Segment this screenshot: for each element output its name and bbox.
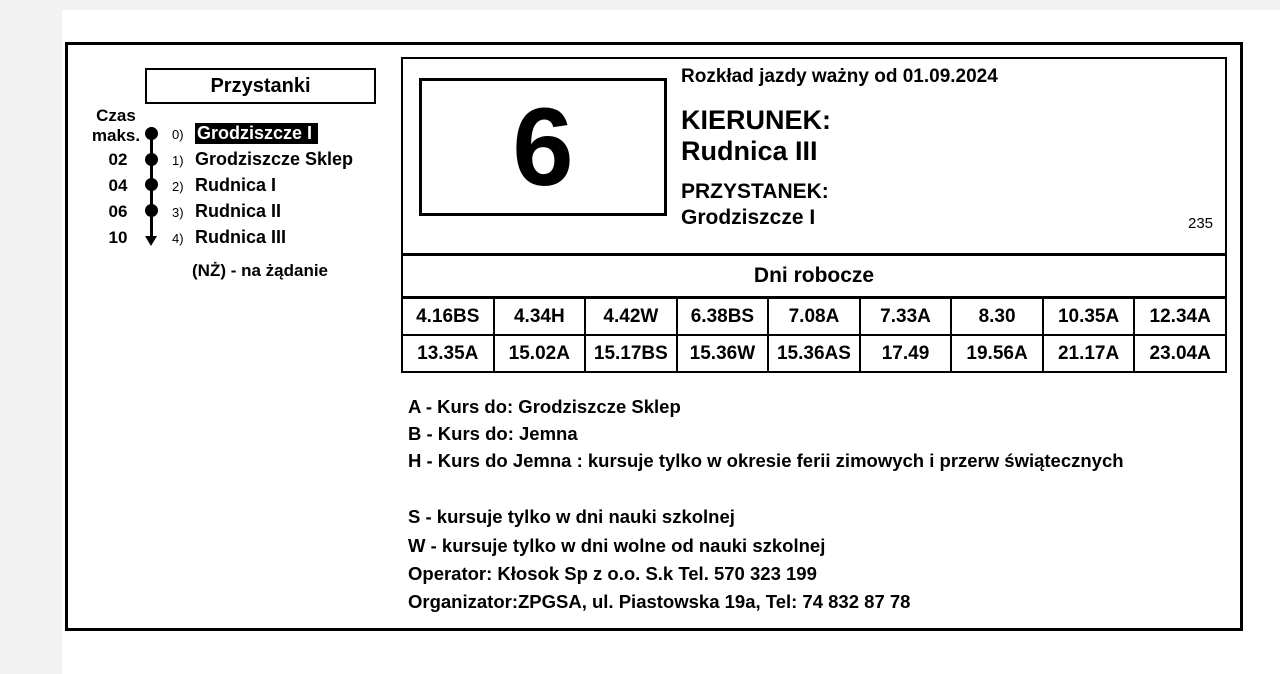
line-number: 6	[419, 78, 667, 216]
stop-dot	[145, 204, 158, 217]
stops-title: Przystanki	[145, 68, 376, 104]
operator-info: Operator: Kłosok Sp z o.o. S.k Tel. 570 323 199	[408, 563, 817, 584]
stop-name: Rudnica II	[195, 201, 282, 221]
table-row	[402, 298, 1226, 335]
legend-b: B - Kurs do: Jemna	[408, 423, 578, 444]
table-row	[402, 335, 1226, 372]
departure-cell: 7.08A	[768, 298, 860, 335]
day-type: Dni robocze	[401, 254, 1227, 298]
departure-cell: 8.30	[951, 298, 1043, 335]
direction-value: Rudnica III	[681, 136, 818, 166]
departure-cell: 15.36AS	[768, 335, 860, 372]
direction-label: KIERUNEK:	[681, 105, 832, 135]
legend-w: W - kursuje tylko w dni wolne od nauki szkolnej	[408, 535, 826, 556]
top-bar	[0, 0, 1280, 10]
departure-cell: 15.02A	[494, 335, 586, 372]
departure-cell: 19.56A	[951, 335, 1043, 372]
stop-time: 04	[108, 176, 128, 195]
departures-table	[401, 297, 1227, 373]
legend-s: S - kursuje tylko w dni nauki szkolnej	[408, 506, 735, 527]
departure-cell: 15.17BS	[585, 335, 677, 372]
departure-cell: 6.38BS	[677, 298, 769, 335]
time-header-line1: Czas	[96, 106, 136, 125]
timetable-code: 235	[1188, 215, 1214, 232]
stop-dot	[145, 127, 158, 140]
stop-time: 06	[108, 202, 128, 221]
stop-name: Grodziszcze Sklep	[195, 149, 354, 169]
valid-from: Rozkład jazdy ważny od 01.09.2024	[681, 66, 998, 87]
legend-h: H - Kurs do Jemna : kursuje tylko w okresie ferii zimowych i przerw świątecznych	[408, 450, 1124, 471]
departure-cell: 10.35A	[1043, 298, 1135, 335]
organizer-info: Organizator:ZPGSA, ul. Piastowska 19a, Tel: 74 832 87 78	[408, 591, 911, 612]
legend-a: A - Kurs do: Grodziszcze Sklep	[408, 396, 681, 417]
stop-name: Rudnica I	[195, 175, 277, 195]
stop-number: 3)	[172, 205, 184, 220]
departure-cell: 21.17A	[1043, 335, 1135, 372]
stop-number: 0)	[172, 127, 184, 142]
stop-number: 4)	[172, 231, 184, 246]
time-header-line2: maks.	[91, 126, 141, 145]
departure-cell: 17.49	[860, 335, 952, 372]
stop-time: 02	[108, 150, 128, 169]
departure-cell: 13.35A	[402, 335, 494, 372]
departure-cell: 4.16BS	[402, 298, 494, 335]
stop-number: 1)	[172, 153, 184, 168]
stop-number: 2)	[172, 179, 184, 194]
stop-name: Rudnica III	[195, 227, 287, 247]
stop-dot	[145, 178, 158, 191]
stop-name-current: Grodziszcze I	[195, 123, 318, 144]
departure-cell: 23.04A	[1134, 335, 1226, 372]
route-arrow-icon	[145, 236, 157, 246]
on-request-note: (NŻ) - na żądanie	[192, 261, 329, 280]
departure-cell: 12.34A	[1134, 298, 1226, 335]
departure-cell: 15.36W	[677, 335, 769, 372]
departure-cell: 7.33A	[860, 298, 952, 335]
departure-cell: 4.42W	[585, 298, 677, 335]
stop-dot	[145, 153, 158, 166]
stop-label: PRZYSTANEK:	[681, 180, 829, 203]
departure-cell: 4.34H	[494, 298, 586, 335]
stop-time: 10	[108, 228, 128, 247]
stop-value: Grodziszcze I	[681, 206, 816, 229]
